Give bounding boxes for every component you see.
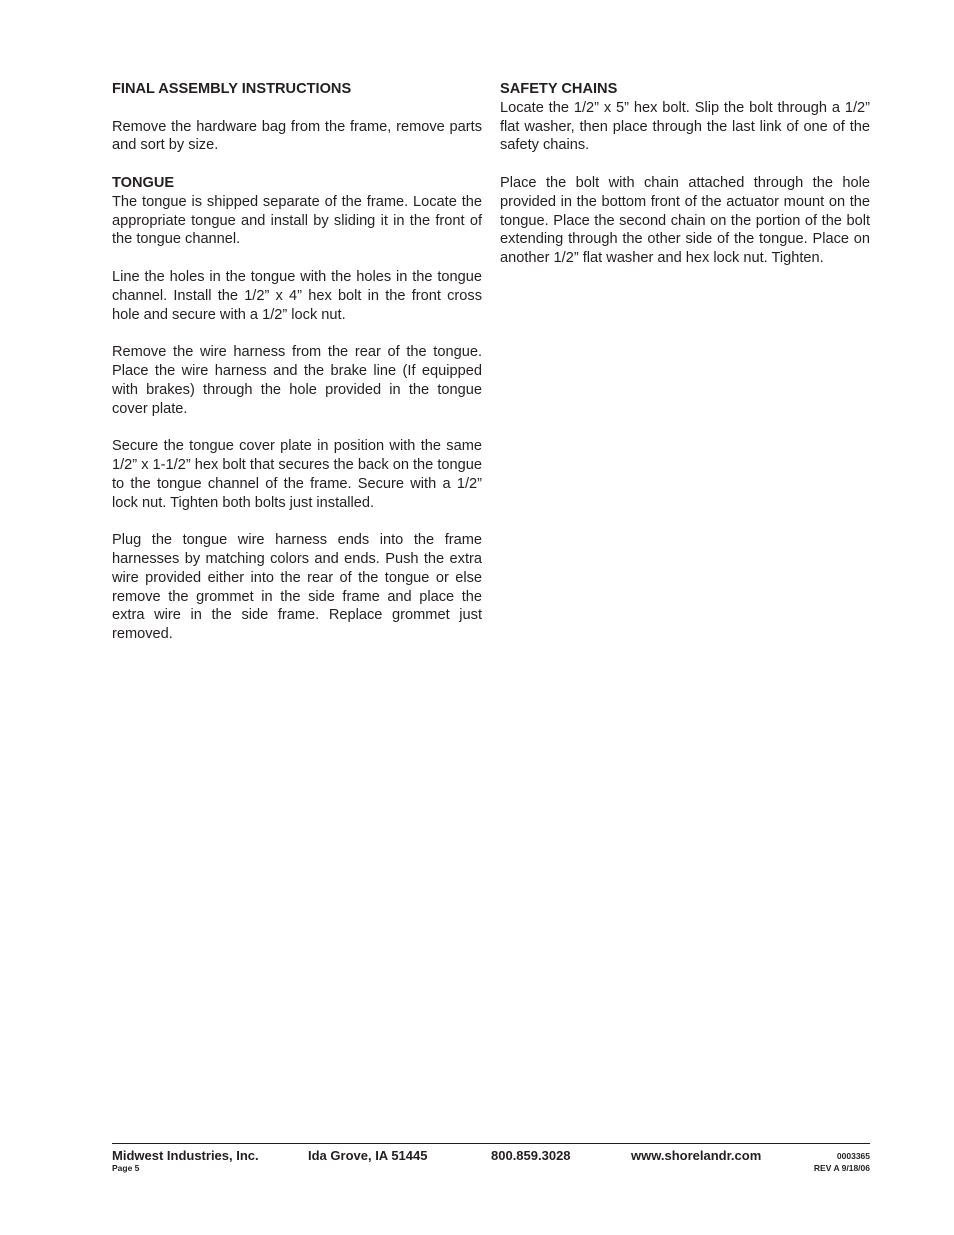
tongue-paragraph: Plug the tongue wire harness ends into the frame harnesses by matching colors and ends. Push the extra wire provided either into the rear of the tongue or else remove the grommet in the side frame and place the extra wire in the side frame. Replace grommet just removed. — [112, 532, 482, 643]
footer-city: Ida Grove, IA 51445 — [308, 1148, 428, 1163]
tongue-paragraph: Secure the tongue cover plate in position with the same 1/2” x 1-1/2” hex bolt that secures the back on the tongue to the tongue channel of the frame. Secure with a 1/2” lock nut. Tighten both bolts just installed. — [112, 438, 482, 511]
footer-revision: REV A 9/18/06 — [813, 1163, 870, 1173]
tongue-paragraph: Remove the wire harness from the rear of the tongue. Place the wire harness and the brake line (If equipped with brakes) through the hole provided in the tongue cover plate. — [112, 344, 482, 417]
footer-company: Midwest Industries, Inc. — [112, 1148, 259, 1163]
tongue-paragraph: The tongue is shipped separate of the frame. Locate the appropriate tongue and install by sliding it in the front of the tongue channel. — [112, 193, 482, 248]
footer-meta-row — [112, 1162, 870, 1174]
intro-paragraph: Remove the hardware bag from the frame, remove parts and sort by size. — [112, 118, 482, 154]
footer-contact-row — [112, 1144, 870, 1162]
safety-chains-heading: SAFETY CHAINS — [500, 81, 618, 97]
footer-page-number: Page 5 — [112, 1163, 140, 1173]
tongue-paragraph: Line the holes in the tongue with the holes in the tongue channel. Install the 1/2” x 4” hex bolt in the front cross hole and secure with a 1/2” lock nut. — [112, 268, 482, 323]
safety-chains-paragraph: Place the bolt with chain attached through the hole provided in the bottom front of the actuator mount on the tongue. Place the second chain on the portion of the bolt extending through the other side of the tongue. Place on another 1/2” flat washer and hex lock nut. Tighten. — [500, 174, 870, 267]
tongue-heading: TONGUE — [112, 174, 175, 191]
left-column — [112, 80, 482, 663]
footer-website: www.shorelandr.com — [631, 1148, 762, 1163]
safety-chains-paragraph: Locate the 1/2” x 5” hex bolt. Slip the bolt through a 1/2” flat washer, then place through the last link of one of the safety chains. — [500, 99, 870, 154]
page-footer — [112, 1143, 870, 1174]
footer-doc-number: 0003365 — [836, 1151, 870, 1161]
footer-phone: 800.859.3028 — [491, 1148, 571, 1163]
section-title: FINAL ASSEMBLY INSTRUCTIONS — [112, 81, 352, 97]
right-column — [500, 80, 870, 287]
